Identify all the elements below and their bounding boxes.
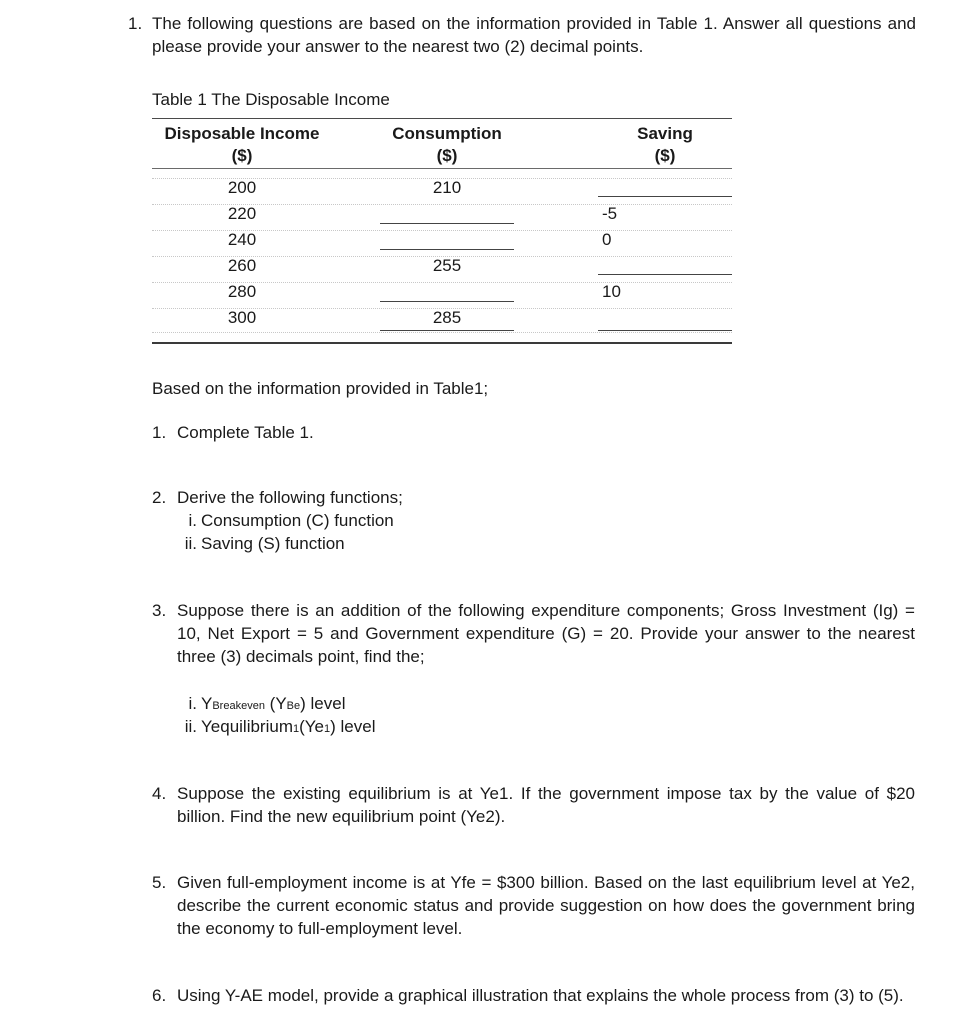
- header-consumption: Consumption ($): [392, 124, 502, 165]
- item-text: Using Y-AE model, provide a graphical illustration that explains the whole process from (3) to (5).: [177, 986, 904, 1005]
- table-caption: Table 1 The Disposable Income: [152, 90, 390, 109]
- consumption-cell: 210: [432, 178, 462, 197]
- item-number: 3.: [152, 601, 167, 620]
- answer-blank: [380, 249, 514, 250]
- header-saving: Saving ($): [637, 124, 693, 165]
- question-number: 1.: [128, 14, 143, 33]
- answer-blank: [598, 196, 732, 197]
- item-text: Derive the following functions;: [177, 488, 403, 507]
- item-text: Suppose the existing equilibrium is at Ye1. If the government impose tax by the value of $20 billion. Find the new equilibrium point (Ye2).: [177, 784, 915, 826]
- sub-item-number: ii.: [184, 534, 197, 553]
- table-top-rule: [152, 118, 732, 119]
- table-bottom-rule: [152, 342, 732, 344]
- answer-blank: [380, 301, 514, 302]
- consumption-cell: 255: [432, 256, 462, 275]
- grid-line: [152, 332, 732, 333]
- item-number: 5.: [152, 873, 167, 892]
- sub-item-text: Saving (S) function: [201, 534, 345, 553]
- sub-item-text: Yequilibrium1(Ye1) level: [201, 717, 376, 736]
- sub-item-number: i.: [188, 511, 197, 530]
- answer-blank: [380, 330, 514, 331]
- item-number: 2.: [152, 488, 167, 507]
- sub-item-number: i.: [188, 694, 197, 713]
- sub-item-number: ii.: [184, 717, 197, 736]
- item-text: Complete Table 1.: [177, 423, 314, 442]
- saving-cell: 0: [602, 230, 612, 249]
- saving-cell: 10: [602, 282, 621, 301]
- income-cell: 260: [227, 256, 257, 275]
- consumption-cell: 285: [432, 308, 462, 327]
- income-cell: 220: [227, 204, 257, 223]
- item-number: 4.: [152, 784, 167, 803]
- item-text: Given full-employment income is at Yfe = $300 billion. Based on the last equilibrium level at Ye2, describe the current economic status and provide suggestion on how does the government bring the economy to full-employment level.: [177, 873, 915, 938]
- instructions-lead: Based on the information provided in Table1;: [152, 379, 489, 398]
- income-cell: 240: [227, 230, 257, 249]
- saving-cell: -5: [602, 204, 618, 223]
- sub-item-text: Consumption (C) function: [201, 511, 394, 530]
- disposable-income-table: [152, 118, 732, 344]
- table-header-rule: [152, 168, 732, 169]
- answer-blank: [598, 330, 732, 331]
- income-cell: 200: [227, 178, 257, 197]
- item-number: 6.: [152, 986, 167, 1005]
- item-number: 1.: [152, 423, 167, 442]
- header-disposable-income: Disposable Income ($): [164, 124, 320, 165]
- income-cell: 280: [227, 282, 257, 301]
- income-cell: 300: [227, 308, 257, 327]
- answer-blank: [598, 274, 732, 275]
- sub-item-text: YBreakeven (YBe) level: [201, 694, 346, 713]
- item-text: Suppose there is an addition of the following expenditure components; Gross Investment (Ig) = 10, Net Export = 5 and Government expenditure (G) = 20. Provide your answer to the nearest three (3) decimals point, find the;: [177, 601, 915, 666]
- answer-blank: [380, 223, 514, 224]
- question-text: The following questions are based on the information provided in Table 1. Answer all questions and please provide your answer to the nearest two (2) decimal points.: [152, 14, 916, 56]
